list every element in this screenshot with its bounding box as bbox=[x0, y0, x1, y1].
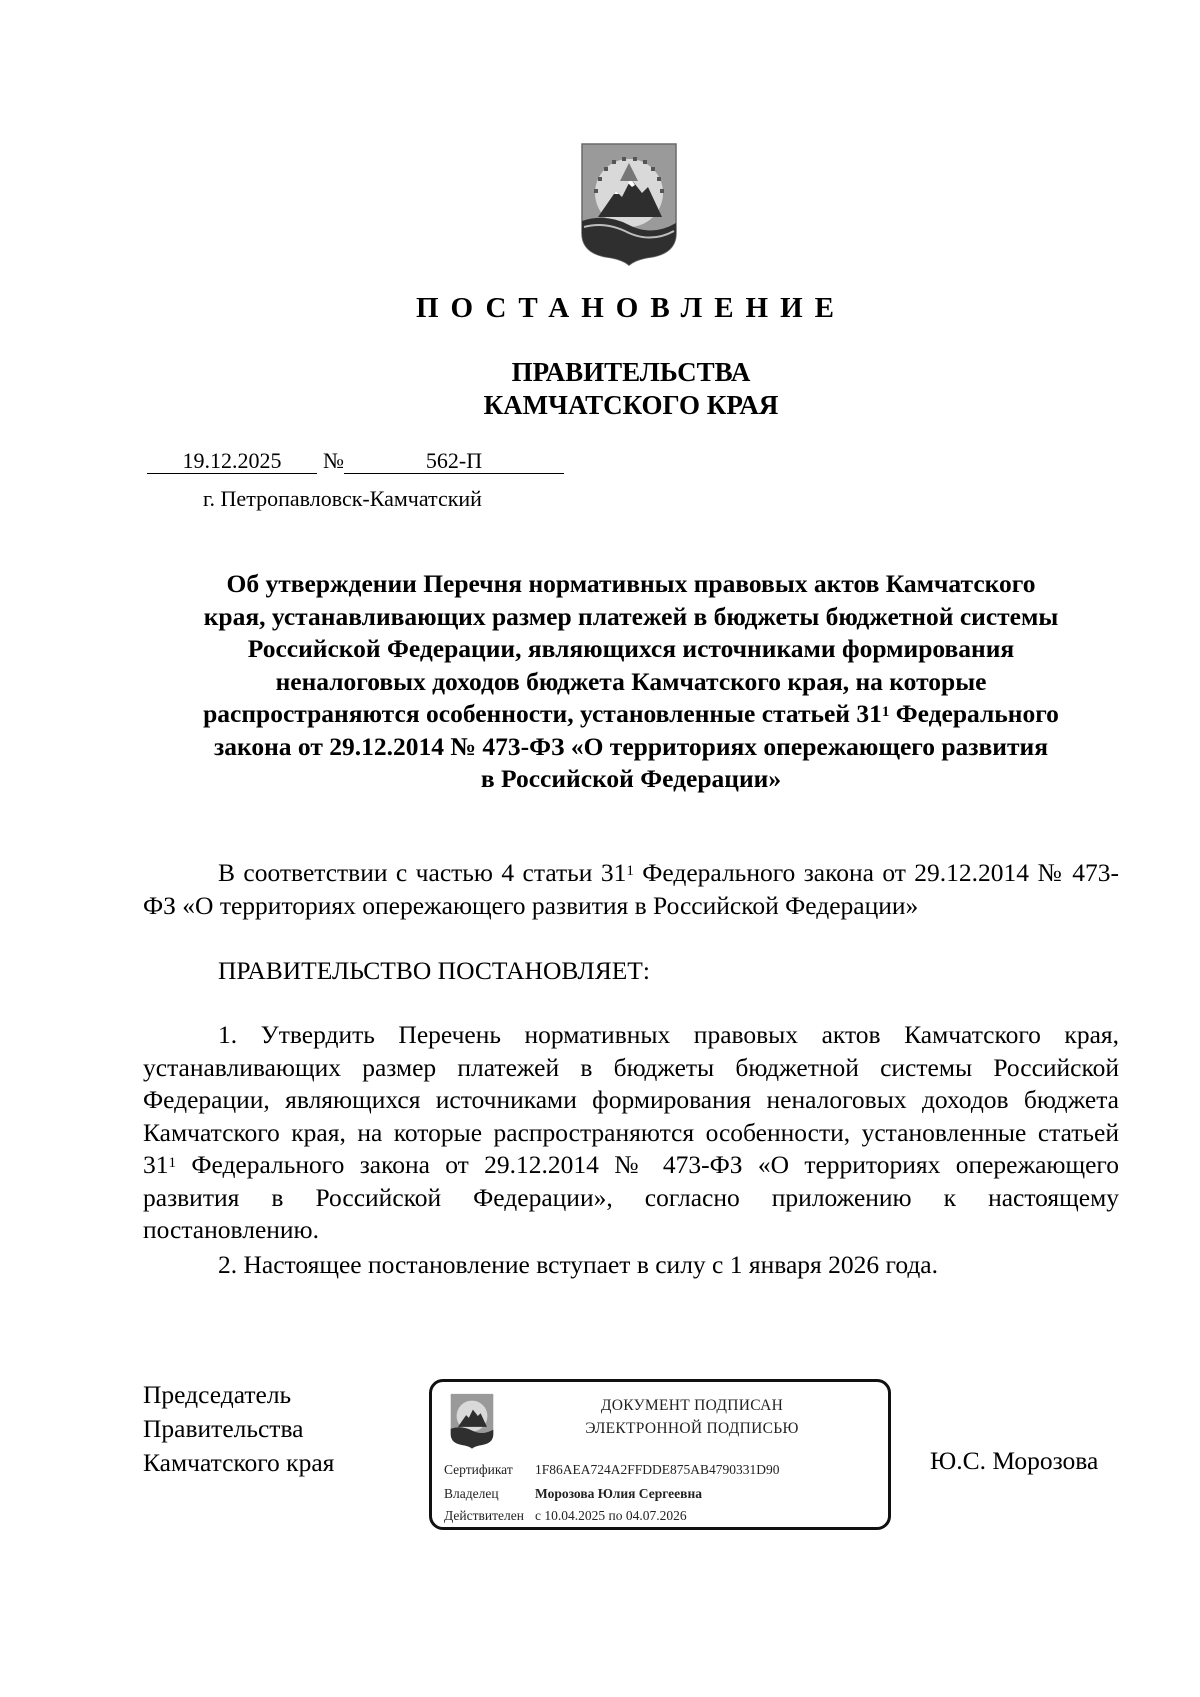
paragraph-text: В соответствии с частью 4 статьи 31 bbox=[218, 858, 627, 887]
stamp-label: Действителен bbox=[444, 1508, 524, 1523]
number-sign: № bbox=[323, 448, 344, 473]
stamp-title-line: ДОКУМЕНТ ПОДПИСАН bbox=[600, 1397, 784, 1414]
stamp-title bbox=[502, 1394, 882, 1440]
city: г. Петропавловск-Камчатский bbox=[203, 486, 482, 511]
stamp-owner-row bbox=[444, 1486, 702, 1502]
preamble-paragraph bbox=[143, 857, 1119, 922]
position-line: Правительства bbox=[143, 1414, 304, 1443]
valid-from-prefix: с bbox=[535, 1508, 541, 1523]
electronic-signature-stamp bbox=[429, 1379, 891, 1530]
document-title: ПОСТАНОВЛЕНИЕ bbox=[415, 292, 846, 324]
heading-text: Федерального bbox=[889, 699, 1059, 728]
heading-line: Российской Федерации, являющихся источниками формирования bbox=[247, 634, 1015, 663]
valid-to: 04.07.2026 bbox=[625, 1508, 687, 1523]
valid-from: 10.04.2025 bbox=[544, 1508, 606, 1523]
document-heading bbox=[140, 568, 1122, 796]
heading-line: закона от 29.12.2014 № 473-ФЗ «О территориях опережающего развития bbox=[214, 731, 1048, 761]
heading-line: в Российской Федерации» bbox=[480, 764, 782, 793]
issuer-line-1: ПРАВИТЕЛЬСТВА bbox=[511, 357, 751, 387]
resolves-line: ПРАВИТЕЛЬСТВО ПОСТАНОВЛЯЕТ: bbox=[218, 956, 650, 985]
heading-line: неналоговых доходов бюджета Камчатского края, на которые bbox=[275, 666, 987, 696]
stamp-validity-row bbox=[444, 1508, 687, 1524]
stamp-label: Сертификат bbox=[444, 1462, 513, 1477]
document-date: 19.12.2025 bbox=[147, 449, 317, 474]
document-number: 562-П bbox=[344, 449, 564, 474]
position-line: Председатель bbox=[143, 1380, 292, 1409]
kamchatka-coat-of-arms-icon bbox=[576, 141, 682, 267]
heading-line: Об утверждении Перечня нормативных правовых актов Камчатского bbox=[226, 569, 1036, 598]
item-1-paragraph bbox=[143, 1019, 1119, 1247]
signatory-position bbox=[143, 1378, 334, 1480]
certificate-serial: 1F86AEA724A2FFDDE875AB4790331D90 bbox=[535, 1462, 780, 1477]
position-line: Камчатского края bbox=[143, 1448, 335, 1477]
signatory-name: Ю.С. Морозова bbox=[930, 1446, 1099, 1475]
stamp-label: Владелец bbox=[444, 1486, 499, 1501]
heading-line: края, устанавливающих размер платежей в бюджеты бюджетной системы bbox=[203, 601, 1059, 631]
superscript: 1 bbox=[881, 704, 890, 720]
heading-text: распространяются особенности, установленные статьей 31 bbox=[203, 699, 882, 728]
superscript: 1 bbox=[168, 1155, 176, 1171]
paragraph-text: 1. Утвердить Перечень нормативных правовых актов Камчатского края, устанавливающих размер платежей в бюджеты бюджетной системы Российской Федерации, являющихся источниками формирования неналоговых доходов бюджета Камчатского края, на которые распространяются особенности, установленные статьей 31 bbox=[143, 1020, 1119, 1179]
issuer-line-2: КАМЧАТСКОГО КРАЯ bbox=[483, 390, 779, 420]
superscript: 1 bbox=[626, 863, 634, 879]
item-2-paragraph: 2. Настоящее постановление вступает в силу с 1 января 2026 года. bbox=[218, 1250, 939, 1279]
valid-to-prefix: по bbox=[608, 1508, 623, 1523]
stamp-certificate-row bbox=[444, 1462, 780, 1478]
paragraph-text: Федерального закона от 29.12.2014 № 473-ФЗ «О территориях опережающего развития в Российской Федерации», согласно приложению к настоящему постановлению. bbox=[143, 1150, 1119, 1244]
issuer bbox=[0, 356, 1200, 422]
certificate-owner: Морозова Юлия Сергеевна bbox=[535, 1486, 702, 1501]
kamchatka-coat-of-arms-icon bbox=[448, 1392, 496, 1450]
paragraph-text: Федерального закона от 29.12.2014 № 473-ФЗ «О территориях опережающего развития в Российской Федерации» bbox=[143, 858, 1120, 920]
date-number-line bbox=[147, 448, 564, 474]
stamp-title-line: ЭЛЕКТРОННОЙ ПОДПИСЬЮ bbox=[585, 1420, 799, 1437]
heading-line bbox=[140, 698, 1122, 731]
